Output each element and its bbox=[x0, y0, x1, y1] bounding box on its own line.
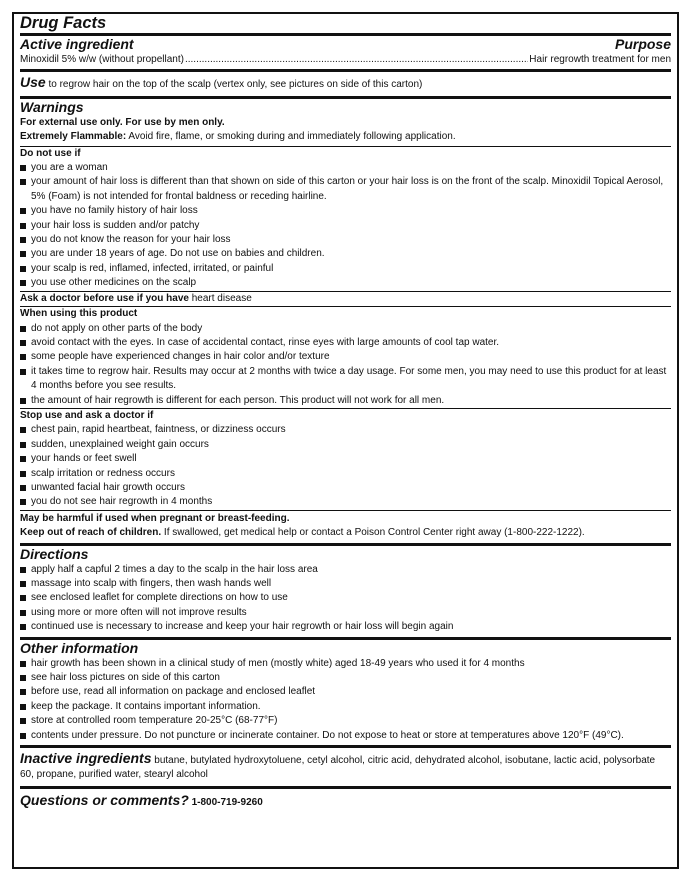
flammable-label: Extremely Flammable: bbox=[20, 131, 127, 143]
questions-phone: 1-800-719-9260 bbox=[191, 796, 263, 808]
dot-leader bbox=[185, 53, 528, 67]
reach-label: Keep out of reach of children. bbox=[20, 527, 162, 539]
list-item: contents under pressure. Do not puncture or incinerate container. Do not expose to heat or store at temperatures above 120°F (49°C). bbox=[20, 729, 671, 743]
ask-doctor-block bbox=[20, 292, 671, 307]
do-not-use-heading: Do not use if bbox=[20, 147, 81, 159]
ask-doctor-label: Ask a doctor before use if you have bbox=[20, 292, 189, 304]
do-not-use-block bbox=[20, 147, 671, 292]
use-heading: Use bbox=[20, 74, 46, 91]
use-section bbox=[20, 72, 671, 98]
reach-text: If swallowed, get medical help or contact a Poison Control Center right away (1-800-222-1222). bbox=[163, 527, 585, 539]
list-item: you do not see hair regrowth in 4 months bbox=[20, 495, 671, 509]
list-item: it takes time to regrow hair. Results may occur at 2 months with twice a day usage. For some men, you may need to use this product for at least 4 months before you see results. bbox=[20, 365, 671, 394]
list-item: the amount of hair regrowth is different for each person. This product will not work for all men. bbox=[20, 394, 671, 408]
when-using-heading: When using this product bbox=[20, 308, 138, 320]
list-item: your hands or feet swell bbox=[20, 452, 671, 466]
active-ingredient-section bbox=[20, 36, 671, 72]
list-item: your scalp is red, inflamed, infected, irritated, or painful bbox=[20, 262, 671, 276]
inactive-ingredients-heading: Inactive ingredients bbox=[20, 750, 152, 767]
use-text: to regrow hair on the top of the scalp (vertex only, see pictures on side of this carton) bbox=[48, 79, 423, 91]
directions-section bbox=[20, 546, 671, 640]
questions-heading: Questions or comments? bbox=[20, 791, 189, 808]
list-item: see enclosed leaflet for complete directions on how to use bbox=[20, 591, 671, 605]
list-item: you are under 18 years of age. Do not use on babies and children. bbox=[20, 247, 671, 261]
other-information-list bbox=[20, 657, 671, 743]
directions-list bbox=[20, 563, 671, 635]
list-item: you use other medicines on the scalp bbox=[20, 276, 671, 290]
list-item: store at controlled room temperature 20-25°C (68-77°F) bbox=[20, 714, 671, 728]
list-item: avoid contact with the eyes. In case of accidental contact, rinse eyes with large amounts of cool tap water. bbox=[20, 336, 671, 350]
list-item: using more or more often will not improve results bbox=[20, 606, 671, 620]
when-using-block bbox=[20, 307, 671, 409]
flammable-warning bbox=[20, 130, 671, 144]
flammable-text: Avoid fire, flame, or smoking during and immediately following application. bbox=[128, 131, 456, 143]
active-ingredient-name: Minoxidil 5% w/w (without propellant) bbox=[20, 54, 184, 65]
other-information-section bbox=[20, 640, 671, 748]
list-item: your hair loss is sudden and/or patchy bbox=[20, 219, 671, 233]
other-information-heading: Other information bbox=[20, 639, 139, 656]
purpose-heading: Purpose bbox=[614, 36, 671, 52]
list-item: do not apply on other parts of the body bbox=[20, 322, 671, 336]
list-item: your amount of hair loss is different than that shown on side of this carton or your hair loss is on the front of the scalp. Minoxidil Topical Aerosol, 5% (Foam) is not intended for frontal baldness or receding hairline. bbox=[20, 175, 671, 204]
list-item: hair growth has been shown in a clinical study of men (mostly white) aged 18-49 years who used it for 4 months bbox=[20, 657, 671, 671]
list-item: chest pain, rapid heartbeat, faintness, or dizziness occurs bbox=[20, 423, 671, 437]
directions-heading: Directions bbox=[20, 545, 89, 562]
list-item: you have no family history of hair loss bbox=[20, 204, 671, 218]
inactive-ingredients-text: butane, butylated hydroxytoluene, cetyl alcohol, citric acid, dehydrated alcohol, isobutane, lactic acid, polysorbate 60, propane, purified water, stearyl alcohol bbox=[20, 755, 656, 781]
list-item: massage into scalp with fingers, then wash hands well bbox=[20, 577, 671, 591]
warnings-intro bbox=[20, 99, 671, 147]
pregnancy-warning: May be harmful if used when pregnant or breast-feeding. bbox=[20, 512, 290, 524]
list-item: some people have experienced changes in hair color and/or texture bbox=[20, 350, 671, 364]
list-item: scalp irritation or redness occurs bbox=[20, 467, 671, 481]
list-item: before use, read all information on package and enclosed leaflet bbox=[20, 685, 671, 699]
list-item: apply half a capful 2 times a day to the scalp in the hair loss area bbox=[20, 563, 671, 577]
children-warning bbox=[20, 526, 671, 540]
warnings-section bbox=[20, 99, 671, 546]
when-using-list bbox=[20, 322, 671, 408]
drug-facts-label bbox=[12, 12, 679, 869]
drug-facts-title: Drug Facts bbox=[20, 14, 107, 32]
ask-doctor-text: heart disease bbox=[191, 292, 252, 304]
warnings-heading: Warnings bbox=[20, 98, 84, 115]
inactive-ingredients-section bbox=[20, 748, 671, 789]
do-not-use-list bbox=[20, 161, 671, 291]
list-item: you do not know the reason for your hair loss bbox=[20, 233, 671, 247]
list-item: continued use is necessary to increase and keep your hair regrowth or hair loss will begin again bbox=[20, 620, 671, 634]
active-ingredient-heading: Active ingredient bbox=[20, 36, 134, 52]
stop-use-list bbox=[20, 423, 671, 509]
title-section bbox=[20, 14, 671, 36]
list-item: unwanted facial hair growth occurs bbox=[20, 481, 671, 495]
list-item: sudden, unexplained weight gain occurs bbox=[20, 438, 671, 452]
stop-use-block bbox=[20, 409, 671, 511]
pregnancy-children-block bbox=[20, 511, 671, 543]
questions-section bbox=[20, 789, 671, 813]
list-item: keep the package. It contains important information. bbox=[20, 700, 671, 714]
list-item: see hair loss pictures on side of this carton bbox=[20, 671, 671, 685]
stop-use-heading: Stop use and ask a doctor if bbox=[20, 409, 154, 421]
list-item: you are a woman bbox=[20, 161, 671, 175]
active-ingredient-purpose: Hair regrowth treatment for men bbox=[529, 54, 671, 65]
external-use-warning: For external use only. For use by men only. bbox=[20, 116, 225, 128]
